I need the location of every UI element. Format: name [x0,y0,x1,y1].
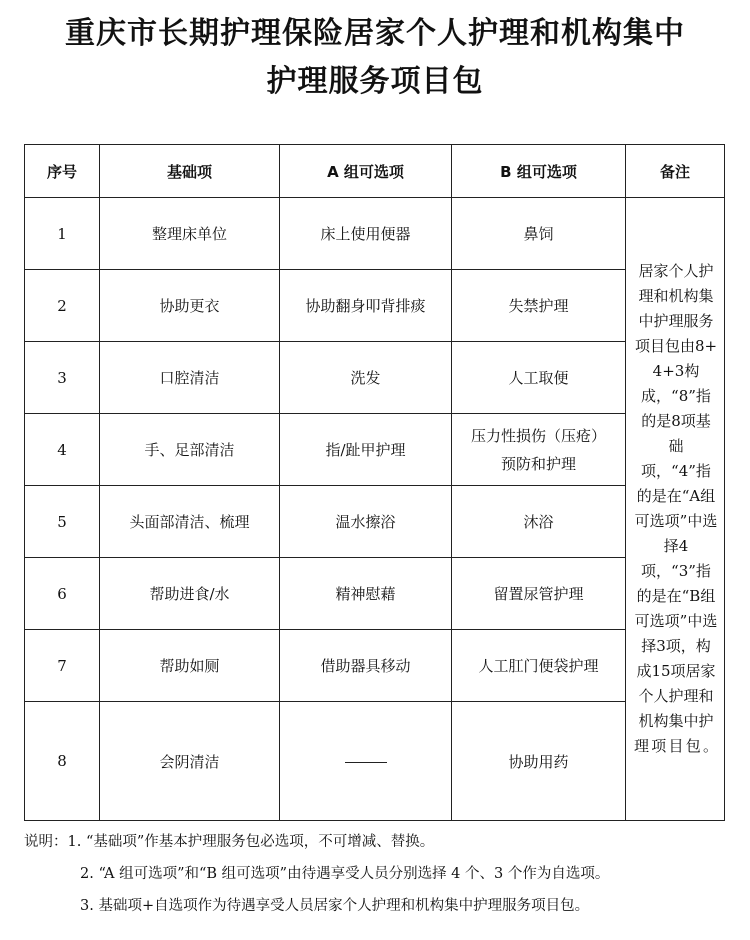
note-line-1: 说明：1. “基础项”作基本护理服务包必选项，不可增减、替换。 [24,834,435,850]
cell-basic: 口腔清洁 [100,342,280,414]
cell-basic: 头面部清洁、梳理 [100,486,280,558]
header-index: 序号 [25,145,100,198]
cell-basic: 帮助进食/水 [100,558,280,630]
cell-index: 7 [25,630,100,702]
cell-basic: 手、足部清洁 [100,414,280,486]
header-group-a: A 组可选项 [280,145,452,198]
cell-remark: 居家个人护理和机构集中护理服务项目包由8+4+3构成，“8”指的是8项基础项，“4”指的是在“A组可选项”中选择4项，“3”指的是在“B组可选项”中选择3项，构成15项居家个人护理和机构集中护理项目包。 [626,198,725,821]
empty-dash [345,762,387,763]
cell-group-b: 鼻饲 [452,198,626,270]
cell-group-b: 留置尿管护理 [452,558,626,630]
cell-group-b: 协助用药 [452,702,626,821]
note-line-2: 2. “A 组可选项”和“B 组可选项”由待遇享受人员分别选择 4 个、3 个作为自选项。 [80,866,610,882]
cell-group-a: 洗发 [280,342,452,414]
title-line-2: 护理服务项目包 [266,64,484,99]
cell-basic: 整理床单位 [100,198,280,270]
table-row [25,198,725,270]
cell-index: 2 [25,270,100,342]
cell-group-a: 床上使用便器 [280,198,452,270]
cell-index: 5 [25,486,100,558]
cell-index: 1 [25,198,100,270]
title-line-1: 重庆市长期护理保险居家个人护理和机构集中 [65,16,685,51]
cell-basic: 会阴清洁 [100,702,280,821]
table-row [25,630,725,702]
cell-group-a-empty [280,702,452,821]
cell-group-a: 借助器具移动 [280,630,452,702]
cell-group-b: 人工取便 [452,342,626,414]
table-row [25,414,725,486]
table-row [25,486,725,558]
cell-group-b [452,414,626,486]
header-basic: 基础项 [100,145,280,198]
header-group-b: B 组可选项 [452,145,626,198]
table-row [25,702,725,821]
document-title [0,10,750,106]
cell-group-a: 指/趾甲护理 [280,414,452,486]
cell-index: 4 [25,414,100,486]
cell-group-b: 人工肛门便袋护理 [452,630,626,702]
cell-index: 3 [25,342,100,414]
cell-group-b-line-1: 压力性损伤（压疮） [470,426,606,445]
cell-index: 8 [25,702,100,821]
cell-group-b-line-2: 预防和护理 [500,454,576,473]
cell-basic: 帮助如厕 [100,630,280,702]
cell-group-b: 沐浴 [452,486,626,558]
service-package-table [24,144,725,821]
cell-group-b: 失禁护理 [452,270,626,342]
header-remark: 备注 [626,145,725,198]
table-row [25,342,725,414]
cell-group-a: 协助翻身叩背排痰 [280,270,452,342]
cell-basic: 协助更衣 [100,270,280,342]
table-header-row [25,145,725,198]
cell-group-a: 温水擦浴 [280,486,452,558]
table-row [25,270,725,342]
table-row [25,558,725,630]
notes-section [24,826,724,922]
note-line-3: 3. 基础项+自选项作为待遇享受人员居家个人护理和机构集中护理服务项目包。 [80,898,590,914]
cell-index: 6 [25,558,100,630]
cell-group-a: 精神慰藉 [280,558,452,630]
